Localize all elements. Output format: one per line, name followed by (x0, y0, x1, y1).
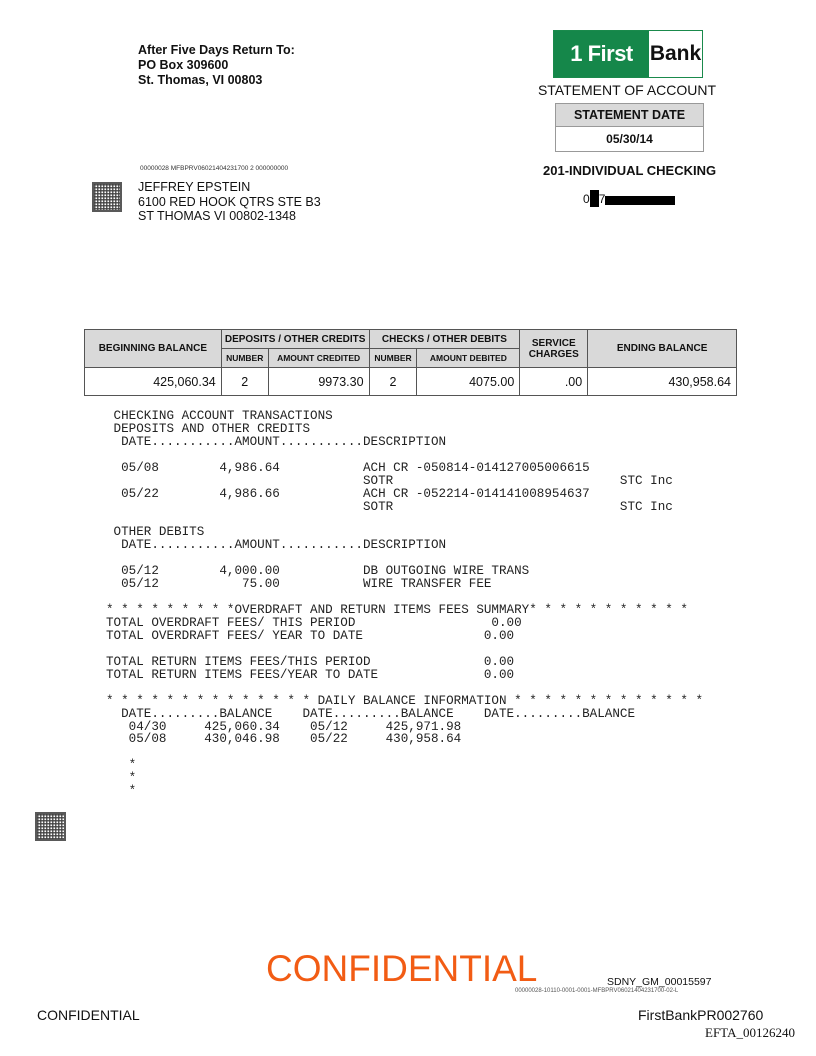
transaction-line: * * * * * * * * * * * * * * DAILY BALANCE INFORMATION * * * * * * * * * * * * * (106, 693, 704, 708)
redaction-bar (605, 196, 675, 205)
doc-code: 00000028-10110-0001-0001-MFBPRV06021404231700-02-L (515, 988, 679, 994)
transaction-line: SOTR STC Inc (106, 499, 673, 514)
transaction-line: TOTAL RETURN ITEMS FEES/THIS PERIOD 0.00 (106, 654, 515, 669)
account-type: 201-INDIVIDUAL CHECKING (543, 163, 717, 178)
efta-number: EFTA_00126240 (705, 1025, 795, 1040)
transaction-line: 05/08 4,986.64 ACH CR -050814-014127005006615 (106, 460, 590, 475)
transaction-line (106, 682, 703, 695)
transaction-line: DATE.........BALANCE DATE.........BALANCE DATE.........BALANCE (106, 706, 636, 721)
statement-date-value: 05/30/14 (606, 132, 653, 146)
transaction-line: OTHER DEBITS (106, 525, 205, 540)
transaction-line: SOTR STC Inc (106, 473, 673, 488)
transaction-line: TOTAL OVERDRAFT FEES/ THIS PERIOD 0.00 (106, 616, 522, 630)
amount-credited-value: 9973.30 (268, 368, 369, 396)
transaction-line: 05/22 4,986.66 ACH CR -052214-014141008954637 (106, 486, 590, 501)
header-deposits: DEPOSITS / OTHER CREDITS (221, 330, 369, 349)
beginning-balance-value: 425,060.34 (85, 368, 222, 396)
barcode-2d-icon (35, 812, 66, 841)
transaction-line: DEPOSITS AND OTHER CREDITS (106, 421, 311, 436)
account-number-fragment: 7 (598, 191, 606, 206)
statement-title: STATEMENT OF ACCOUNT (537, 82, 717, 98)
header-beginning-balance: BEGINNING BALANCE (85, 330, 222, 368)
transaction-line: 05/08 430,046.98 05/22 430,958.64 (106, 732, 462, 747)
recipient-street: 6100 RED HOOK QTRS STE B3 (138, 194, 321, 209)
transaction-line: TOTAL RETURN ITEMS FEES/YEAR TO DATE 0.00 (106, 667, 515, 682)
header-amount-debited: AMOUNT DEBITED (417, 349, 520, 368)
return-address-line: St. Thomas, VI 00803 (138, 73, 263, 87)
transaction-line (106, 449, 703, 462)
logo-green-part: 1 First (554, 31, 649, 77)
statement-date-box (555, 103, 704, 152)
confidential-stamp: CONFIDENTIAL (266, 948, 538, 989)
confidential-label: CONFIDENTIAL (37, 1007, 140, 1023)
return-address-line: After Five Days Return To: (138, 43, 295, 57)
logo-white-part: Bank (649, 42, 702, 65)
transaction-line: TOTAL OVERDRAFT FEES/ YEAR TO DATE 0.00 (106, 628, 515, 643)
ending-balance-value: 430,958.64 (588, 368, 737, 396)
mail-code: 00000028 MFBPRV06021404231700 2 000000000 (140, 165, 289, 172)
barcode-2d-icon (92, 182, 122, 212)
debits-number-value: 2 (369, 368, 417, 396)
recipient-name: JEFFREY EPSTEIN (138, 180, 251, 194)
service-charges-value: .00 (520, 368, 588, 396)
bates-number: FirstBankPR002760 (638, 1007, 764, 1023)
recipient-address (138, 180, 321, 224)
return-address-line: PO Box 309600 (138, 58, 229, 72)
transaction-line: 05/12 4,000.00 DB OUTGOING WIRE TRANS (106, 564, 530, 579)
header-service-charges: SERVICE CHARGES (520, 330, 588, 368)
account-number (583, 190, 675, 207)
transaction-line: DATE...........AMOUNT...........DESCRIPTION (106, 538, 447, 553)
recipient-city: ST THOMAS VI 00802-1348 (138, 209, 296, 223)
header-deposits-number: NUMBER (221, 349, 268, 368)
statement-date-label: STATEMENT DATE (556, 104, 703, 127)
deposits-number-value: 2 (221, 368, 268, 396)
transaction-line (106, 643, 703, 656)
header-amount-credited: AMOUNT CREDITED (268, 349, 369, 368)
header-debits-number: NUMBER (369, 349, 417, 368)
return-address (138, 43, 295, 88)
transaction-line: DATE...........AMOUNT...........DESCRIPTION (106, 434, 447, 449)
account-number-fragment: 0 (583, 191, 590, 206)
transaction-details (106, 410, 703, 798)
transaction-line: * * * * * * * * *OVERDRAFT AND RETURN ITEMS FEES SUMMARY* * * * * * * * * * * (106, 603, 688, 618)
transaction-line: * (106, 784, 137, 799)
transaction-line: CHECKING ACCOUNT TRANSACTIONS (106, 409, 333, 423)
redaction-bar (590, 190, 599, 207)
sdny-id: SDNY_GM_00015597 (607, 976, 712, 988)
amount-debited-value: 4075.00 (417, 368, 520, 396)
account-summary-table (84, 329, 737, 396)
firstbank-logo (553, 30, 703, 78)
transaction-line: * (106, 758, 137, 773)
transaction-line: 05/12 75.00 WIRE TRANSFER FEE (106, 577, 492, 592)
transaction-line: * (106, 771, 137, 786)
transaction-line (106, 746, 703, 759)
header-checks: CHECKS / OTHER DEBITS (369, 330, 520, 349)
header-ending-balance: ENDING BALANCE (588, 330, 737, 368)
transaction-line: 04/30 425,060.34 05/12 425,971.98 (106, 719, 462, 734)
